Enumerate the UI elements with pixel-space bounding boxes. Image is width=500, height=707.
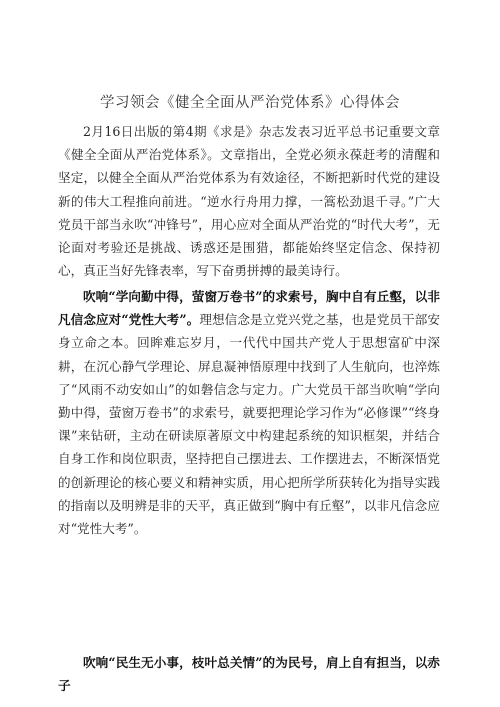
paragraph-lead: 吹响“民生无小事，枝叶总关情”的为民号，肩上自有担当，以赤子 <box>58 655 440 694</box>
paragraph-people <box>58 651 440 697</box>
paragraph-lead: 吹响“学向勤中得，萤窗万卷书”的求索号，胸中自有丘壑，以非凡信念应对“党性大考”。 <box>58 289 440 328</box>
paragraph-study <box>58 285 440 540</box>
paragraph-body: 2月16日出版的第4期《求是》杂志发表习近平总书记重要文章《健全全面从严治党体系》。文章指出，全党必须永葆赶考的清醒和坚定，以健全全面从严治党体系为有效途径，不断把新时代党的建设新的伟大工程推向前进。“逆水行舟用力撑，一篙松劲退千寻。”广大党员干部当永吹“冲锋号”，用心应对全面从严治党的“时代大考”，无论面对考验还是挑战、诱惑还是围猎，都能始终坚定信念、保持初心，真正当好先锋表率，写下奋勇拼搏的最美诗行。 <box>58 124 440 279</box>
paragraph-intro <box>58 120 440 282</box>
paragraph-body: 理想信念是立党兴党之基，也是党员干部安身立命之本。回眸难忘岁月，一代代中国共产党人于思想富矿中深耕，在沉心静气学理论、屏息凝神悟原理中找到了人生航向，也淬炼了“风雨不动安如山”的如磐信念与定力。广大党员干部当吹响“学向勤中得，萤窗万卷书”的求索号，就要把理论学习作为“必修课”“终身课”来钻研，主动在研读原著原文中构建起系统的知识框架，并结合自身工作和岗位职责，坚持把自己摆进去、工作摆进去，不断深悟党的创新理论的核心要义和精神实质，用心把所学所获转化为指导实践的指南以及明辨是非的天平，真正做到“胸中有丘壑”，以非凡信念应对“党性大考”。 <box>58 312 440 537</box>
document-title: 学习领会《健全全面从严治党体系》心得体会 <box>100 94 400 111</box>
